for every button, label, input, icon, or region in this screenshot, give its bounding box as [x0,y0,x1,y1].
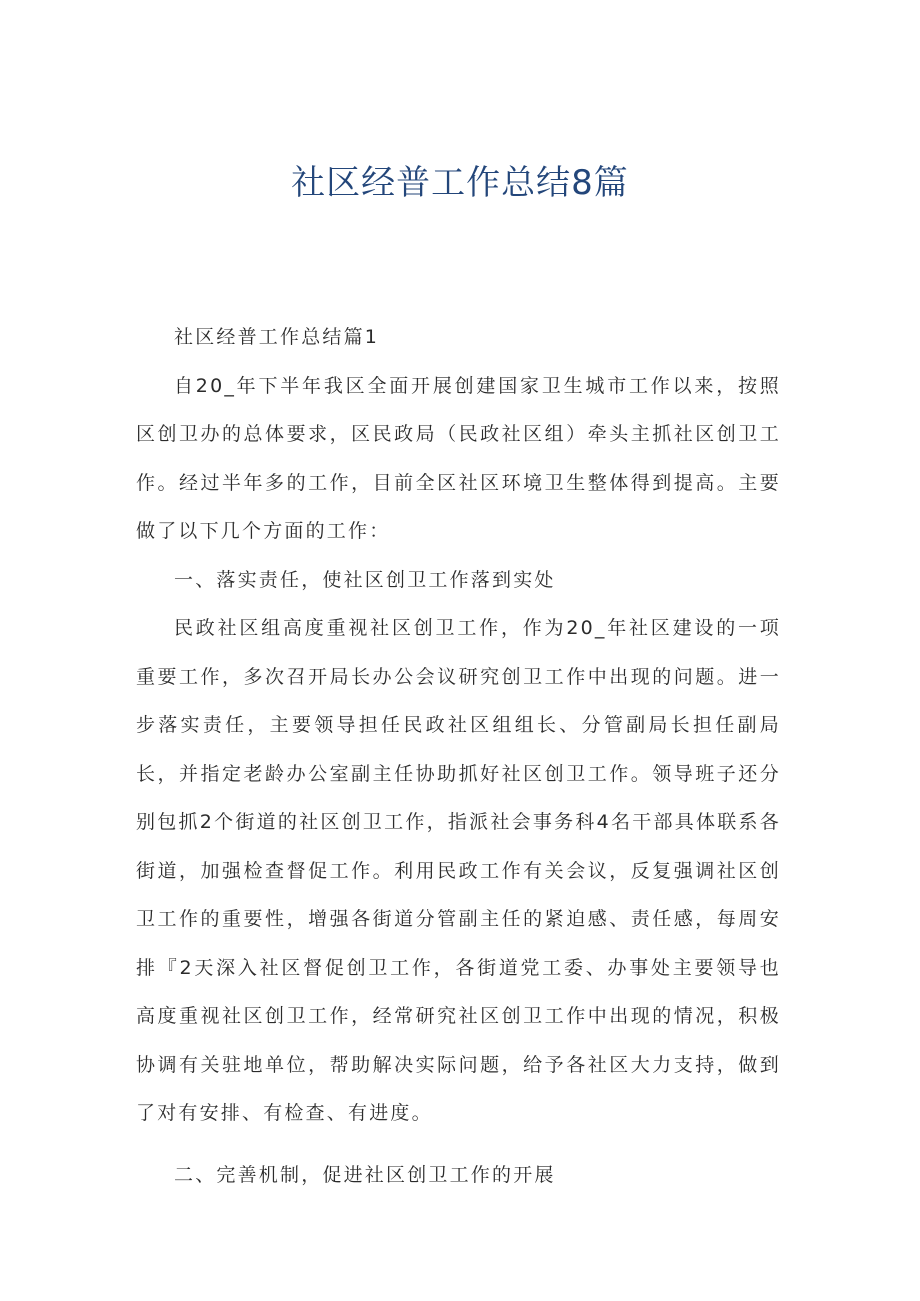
heading-one: 一、落实责任，使社区创卫工作落到实处 [174,568,556,591]
paragraph-intro: 自20_年下半年我区全面开展创建国家卫生城市工作以来，按照区创卫办的总体要求，区民政局（民政社区组）牵头主抓社区创卫工作。经过半年多的工作，目前全区社区环境卫生整体得到提高。主要做了以下几个方面的工作： [136,374,781,542]
document-title: 社区经普工作总结8篇 [291,163,629,203]
paragraph-responsibility: 民政社区组高度重视社区创卫工作，作为20_年社区建设的一项重要工作，多次召开局长办公会议研究创卫工作中出现的问题。进一步落实责任，主要领导担任民政社区组组长、分管副局长担任副局长，并指定老龄办公室副主任协助抓好社区创卫工作。领导班子还分别包抓2个街道的社区创卫工作，指派社会事务科4名干部具体联系各街道，加强检查督促工作。利用民政工作有关会议，反复强调社区创卫工作的重要性，增强各街道分管副主任的紧迫感、责任感，每周安排『2天深入社区督促创卫工作，各街道党工委、办事处主要领导也高度重视社区创卫工作，经常研究社区创卫工作中出现的情况，积极协调有关驻地单位，帮助解决实际问题，给予各社区大力支持，做到了对有安排、有检查、有进度。 [136,617,781,1124]
section-title: 社区经普工作总结篇1 [174,326,380,348]
document-body [136,313,781,1199]
paragraph-gap [136,1138,781,1151]
heading-two: 二、完善机制，促进社区创卫工作的开展 [174,1163,556,1186]
